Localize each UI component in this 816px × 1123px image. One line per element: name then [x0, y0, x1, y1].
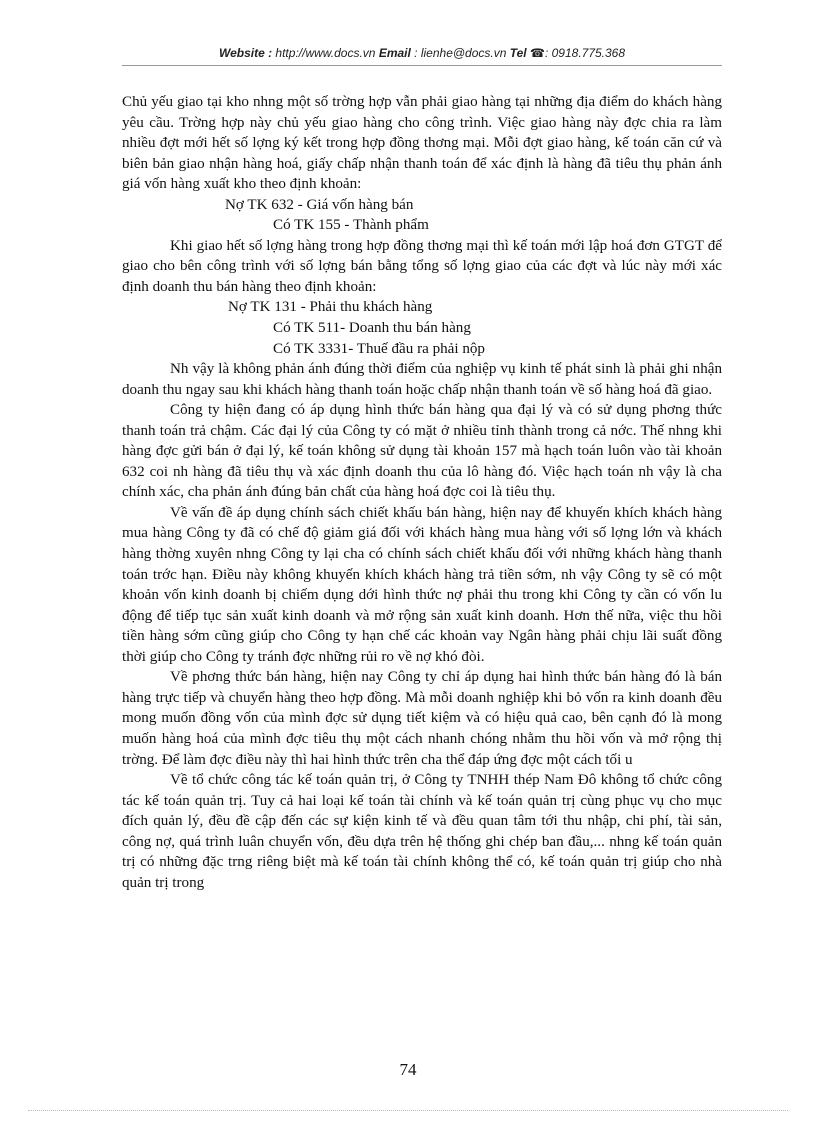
formula-debit-632: Nợ TK 632 - Giá vốn hàng bán [225, 196, 414, 213]
paragraph-3: Nh vậy là không phản ánh đúng thời điểm của nghiệp vụ kinh tế phát sinh là phải ghi nhận doanh thu ngay sau khi khách hàng thanh toán hoặc chấp nhận thanh toán về số hàng hoá đã giao. [122, 361, 722, 398]
formula-debit-131: Nợ TK 131 - Phải thu khách hàng [228, 299, 433, 316]
formula-credit-3331: Có TK 3331- Thuế đầu ra phải nộp [273, 340, 485, 357]
paragraph-7: Về tổ chức công tác kế toán quản trị, ở Công ty TNHH thép Nam Đô không tổ chức công tác kế toán quản trị. Tuy cả hai loại kế toán tài chính và kế toán quản trị cùng phục vụ cho mục đích quản lý, đều đề cập đến các sự kiện kinh tế và đều quan tâm tới thu nhập, chi phí, tài sản, công nợ, quá trình luân chuyển vốn, đều dựa trên hệ thống ghi chép ban đầu,... nhng kế toán quản trị có những đặc trng riêng biệt mà kế toán tài chính không thể có, kế toán quản trị giúp cho nhà quản trị trong [122, 772, 722, 891]
formula-credit-511: Có TK 511- Doanh thu bán hàng [273, 320, 471, 337]
website-label: Website : [218, 46, 273, 60]
page-header [122, 46, 722, 60]
paragraph-4: Công ty hiện đang có áp dụng hình thức bán hàng qua đại lý và có sử dụng phơng thức thanh toán trả chậm. Các đại lý của Công ty có mặt ở nhiều tỉnh thành trong cả nớc. Thế nhng khi hàng đợc gửi bán ở đại lý, kế toán không sử dụng tài khoản 157 mà hạch toán luôn vào tài khoản 632 coi nh hàng đã tiêu thụ và xác định doanh thu của lô hàng đó. Việc hạch toán nh vậy là cha chính xác, cha phản ánh đúng bản chất của hàng hoá đợc coi là tiêu thụ. [122, 402, 722, 501]
email-label: Email [378, 46, 411, 60]
paragraph-5: Về vấn đề áp dụng chính sách chiết khấu bán hàng, hiện nay để khuyến khích khách hàng mua hàng Công ty đã có chế độ giảm giá đối với khách hàng mua hàng với số lợng lớn và khách hàng thờng xuyên nhng Công ty lại cha có chính sách chiết khấu đối với những khách hàng thanh toán trớc hạn. Điều này không khuyến khích khách hàng trả tiền sớm, nh vậy Công ty sẽ có một khoản vốn kinh doanh bị chiếm dụng dới hình thức nợ phải thu trong khi Công ty cần có vốn lu động để tiếp tục sản xuất kinh doanh và mở rộng sản xuất kinh doanh. Hơn thế nữa, việc thu hồi tiền hàng sớm cũng giúp cho Công ty hạn chế các khoản vay Ngân hàng phải chịu lãi suất đồng thời giúp cho Công ty tránh đợc những rủi ro về nợ khó đòi. [122, 504, 722, 665]
formula-credit-155: Có TK 155 - Thành phẩm [273, 217, 429, 234]
header-divider [122, 65, 722, 66]
tel-label: Tel [509, 46, 527, 60]
paragraph-6: Về phơng thức bán hàng, hiện nay Công ty chỉ áp dụng hai hình thức bán hàng đó là bán hàng trực tiếp và chuyển hàng theo hợp đồng. Mà mỗi doanh nghiệp khi bỏ vốn ra kinh doanh đều mong muốn đồng vốn của mình đợc sử dụng tiết kiệm và có hiệu quả cao, bên cạnh đó là mong muốn hàng hoá của mình đợc tiêu thụ một cách nhanh chóng nhằm thu hồi vốn và mở rộng thị trờng. Để làm đợc điều này thì hai hình thức trên cha thể đáp ứng đợc một cách tối u [122, 669, 722, 768]
page-number: 74 [399, 1060, 417, 1079]
document-body [122, 92, 722, 893]
paragraph-1: Chủ yếu giao tại kho nhng một số trờng hợp vẫn phải giao hàng tại những địa điểm do khách hàng yêu cầu. Trờng hợp này chủ yếu giao hàng cho công trình. Việc giao hàng này đợc chia ra làm nhiều đợt mới hết số lợng ký kết trong hợp đồng thơng mại. Mỗi đợt giao hàng, kế toán căn cứ và biên bản giao nhận hàng hoá, giấy chấp nhận thanh toán để xác định là hàng đã tiêu thụ phản ánh giá vốn hàng xuất kho theo định khoản: [122, 94, 722, 193]
tel-value: : 0918.775.368 [544, 46, 626, 60]
paragraph-2: Khi giao hết số lợng hàng trong hợp đồng thơng mại thì kế toán mới lập hoá đơn GTGT để giao cho bên công trình với số lợng bán bằng tổng số lợng giao của các đợt và lúc này mới xác định doanh thu bán hàng theo định khoản: [122, 237, 722, 295]
footer-divider [28, 1110, 788, 1111]
phone-icon: ☎ [530, 46, 545, 60]
email-value[interactable]: : lienhe@docs.vn [414, 46, 507, 60]
website-url[interactable]: http://www.docs.vn [275, 46, 376, 60]
